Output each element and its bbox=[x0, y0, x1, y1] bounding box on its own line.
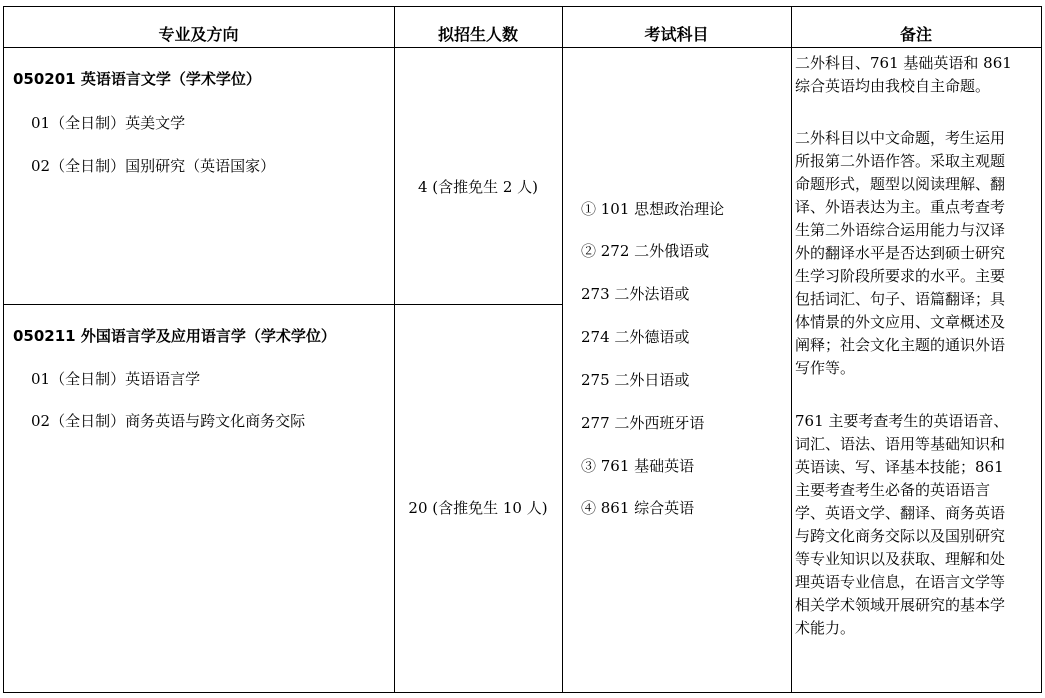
remarks-line: 英语读、写、译基本技能；861 bbox=[795, 458, 1004, 476]
remarks-line: 综合英语均由我校自主命题。 bbox=[795, 77, 991, 95]
enrollment-count: 20 (含推免生 10 人) bbox=[408, 499, 548, 517]
remarks-line: 词汇、语法、语用等基础知识和 bbox=[795, 435, 1006, 453]
col-divider-1 bbox=[394, 6, 395, 693]
col-divider-3 bbox=[791, 6, 792, 693]
header-enrollment: 拟招生人数 bbox=[437, 25, 518, 44]
col-divider-2 bbox=[562, 6, 563, 693]
table-border-top bbox=[3, 6, 1042, 7]
remarks-line: 阐释；社会文化主题的通识外语 bbox=[795, 336, 1006, 354]
remarks-line: 生第二外语综合运用能力与汉译 bbox=[795, 221, 1006, 239]
table-border-left bbox=[3, 6, 4, 693]
remarks-line: 译、外语表达为主。重点考查考 bbox=[795, 198, 1006, 216]
remarks-line: 所报第二外语作答。采取主观题 bbox=[795, 152, 1006, 170]
exam-subject: 273 二外法语或 bbox=[581, 285, 690, 303]
remarks-line: 二外科目、761 基础英语和 861 bbox=[795, 54, 1012, 72]
remarks-line: 主要考查考生必备的英语语言 bbox=[795, 481, 991, 499]
remarks-line: 写作等。 bbox=[795, 359, 856, 377]
enrollment-count: 4 (含推免生 2 人) bbox=[417, 178, 539, 196]
remarks-line: 体情景的外文应用、文章概述及 bbox=[795, 313, 1006, 331]
exam-subject: ③ 761 基础英语 bbox=[581, 457, 695, 475]
exam-subject: ④ 861 综合英语 bbox=[581, 499, 695, 517]
direction-item: 01（全日制）英语语言学 bbox=[31, 370, 201, 388]
header-major: 专业及方向 bbox=[158, 25, 239, 44]
remarks-line: 生学习阶段所要求的水平。主要 bbox=[795, 267, 1006, 285]
program-title: 050211 外国语言学及应用语言学（学术学位） bbox=[13, 327, 336, 345]
remarks-line: 命题形式，题型以阅读理解、翻 bbox=[795, 175, 1006, 193]
direction-item: 02（全日制）国别研究（英语国家） bbox=[31, 157, 276, 175]
remarks-line: 与跨文化商务交际以及国别研究 bbox=[795, 527, 1006, 545]
remarks-line: 二外科目以中文命题，考生运用 bbox=[795, 129, 1006, 147]
header-exam-subjects: 考试科目 bbox=[644, 25, 709, 44]
exam-subject: ② 272 二外俄语或 bbox=[581, 242, 710, 260]
direction-item: 02（全日制）商务英语与跨文化商务交际 bbox=[31, 412, 306, 430]
remarks-line: 学、英语文学、翻译、商务英语 bbox=[795, 504, 1006, 522]
table-border-bottom bbox=[3, 692, 1042, 693]
program-title: 050201 英语语言文学（学术学位） bbox=[13, 70, 261, 88]
table-border-right bbox=[1041, 6, 1042, 693]
remarks-line: 等专业知识以及获取、理解和处 bbox=[795, 550, 1006, 568]
direction-item: 01（全日制）英美文学 bbox=[31, 114, 186, 132]
exam-subject: 277 二外西班牙语 bbox=[581, 414, 705, 432]
remarks-line: 术能力。 bbox=[795, 619, 856, 637]
remarks-line: 761 主要考查考生的英语语音、 bbox=[795, 412, 1009, 430]
exam-subject: ① 101 思想政治理论 bbox=[581, 200, 725, 218]
remarks-line: 外的翻译水平是否达到硕士研究 bbox=[795, 244, 1006, 262]
exam-subject: 274 二外德语或 bbox=[581, 328, 690, 346]
remarks-line: 包括词汇、句子、语篇翻译；具 bbox=[795, 290, 1006, 308]
remarks-line: 相关学术领域开展研究的基本学 bbox=[795, 596, 1006, 614]
exam-subject: 275 二外日语或 bbox=[581, 371, 690, 389]
header-remarks: 备注 bbox=[899, 25, 932, 44]
remarks-line: 理英语专业信息，在语言文学等 bbox=[795, 573, 1006, 591]
header-divider bbox=[3, 47, 1042, 48]
program-divider bbox=[3, 304, 562, 305]
